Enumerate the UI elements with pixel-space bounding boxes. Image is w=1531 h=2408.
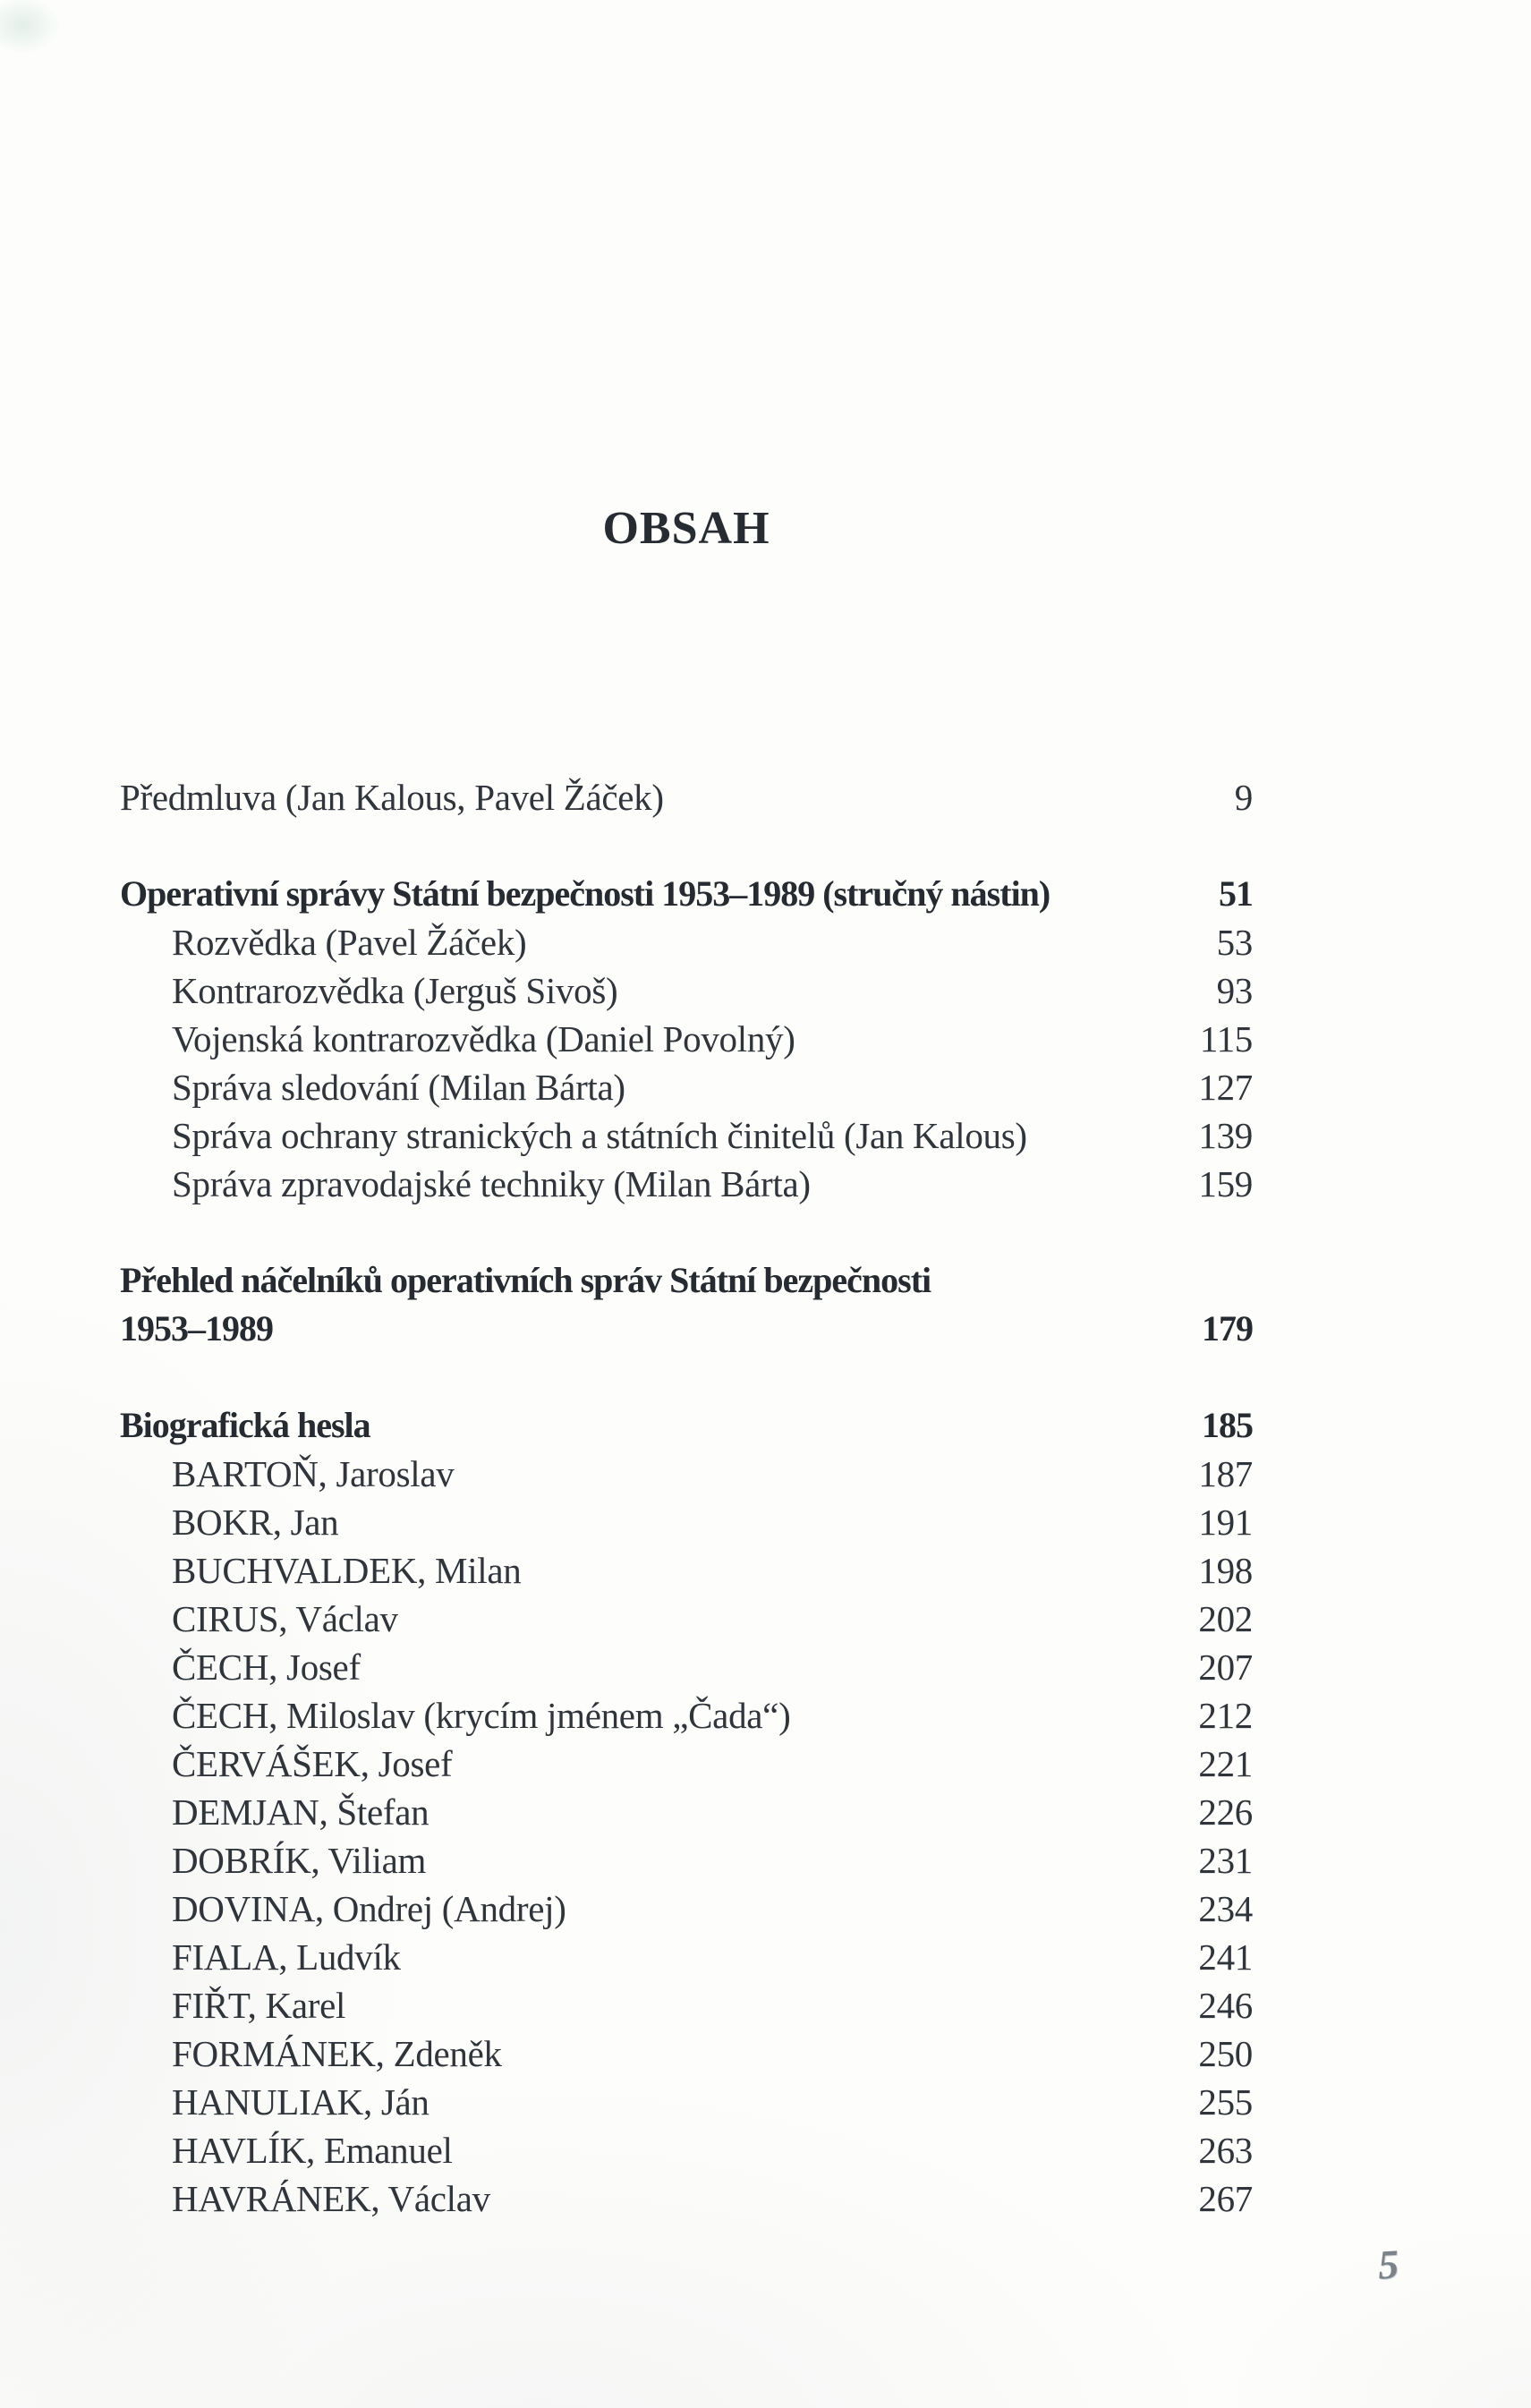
toc-entry-page: 179 (1202, 1308, 1253, 1349)
toc-entry (120, 1305, 1253, 1353)
toc-entry (120, 1498, 1253, 1546)
toc-entry-title: ČERVÁŠEK, Josef (172, 1743, 453, 1784)
toc-entry (120, 1256, 1253, 1305)
toc-entry-page: 246 (1198, 1985, 1253, 2026)
toc-entry-title: FIALA, Ludvík (172, 1936, 401, 1978)
page-title: OBSAH (602, 503, 770, 554)
toc-entry-title: ČECH, Miloslav (krycím jménem „Čada“) (172, 1695, 791, 1736)
toc-entry-page: 198 (1198, 1550, 1253, 1591)
toc-entry-page: 185 (1202, 1405, 1253, 1445)
toc-entry-title: 1953–1989 (120, 1308, 273, 1349)
toc-entry-title: BARTOŇ, Jaroslav (172, 1453, 455, 1494)
toc-entry-title: Biografická hesla (120, 1405, 370, 1445)
toc-entry-page: 51 (1219, 873, 1253, 914)
toc-entry-page: 263 (1198, 2130, 1253, 2171)
toc-entry-title: ČECH, Josef (172, 1646, 361, 1688)
toc-entry (120, 918, 1253, 966)
toc-entry-page: 191 (1198, 1502, 1253, 1543)
page-number: 5 (1376, 2241, 1400, 2288)
toc-entry-title: DOVINA, Ondrej (Andrej) (172, 1888, 566, 1929)
toc-entry-page: 221 (1198, 1743, 1253, 1784)
toc-entry (120, 1691, 1253, 1740)
toc-entry (120, 2174, 1253, 2223)
toc-entry (120, 870, 1253, 918)
toc-entry-title: Kontrarozvědka (Jerguš Sivoš) (172, 970, 618, 1011)
toc-entry-page: 255 (1198, 2081, 1253, 2123)
toc-entry (120, 2029, 1253, 2078)
toc-entry-title: CIRUS, Václav (172, 1598, 398, 1639)
toc-entry (120, 1546, 1253, 1595)
toc-entry (120, 1450, 1253, 1498)
toc-entry (120, 1160, 1253, 1208)
toc-entry-title: Operativní správy Státní bezpečnosti 1953–1989 (stručný nástin) (120, 873, 1050, 914)
toc-entry-page: 187 (1198, 1453, 1253, 1494)
toc-entry-title: FORMÁNEK, Zdeněk (172, 2033, 502, 2074)
toc-entry-page: 93 (1216, 970, 1253, 1011)
toc-entry (120, 1111, 1253, 1160)
toc-entry (120, 1015, 1253, 1063)
toc-entry-title: Přehled náčelníků operativních správ Státní bezpečnosti (120, 1260, 931, 1300)
toc-entry-title: Správa ochrany stranických a státních činitelů (Jan Kalous) (172, 1115, 1027, 1156)
toc-entry-title: Správa zpravodajské techniky (Milan Bárta) (172, 1163, 811, 1204)
table-of-contents (120, 773, 1253, 2223)
toc-entry-page: 127 (1198, 1067, 1253, 1108)
toc-entry-page: 53 (1216, 922, 1253, 963)
toc-entry-title: HANULIAK, Ján (172, 2081, 430, 2123)
toc-entry (120, 1981, 1253, 2029)
toc-entry (120, 773, 1253, 821)
toc-entry-page: 234 (1198, 1888, 1253, 1929)
toc-entry-page: 9 (1234, 777, 1253, 818)
toc-entry-title: HAVLÍK, Emanuel (172, 2130, 453, 2171)
toc-entry (120, 2078, 1253, 2126)
toc-entry-title: BUCHVALDEK, Milan (172, 1550, 522, 1591)
toc-entry (120, 1740, 1253, 1788)
toc-entry-page: 207 (1198, 1646, 1253, 1688)
toc-entry (120, 966, 1253, 1015)
toc-entry-page: 212 (1198, 1695, 1253, 1736)
toc-entry-title: HAVRÁNEK, Václav (172, 2178, 490, 2219)
toc-entry-page: 115 (1199, 1018, 1253, 1059)
toc-entry (120, 1788, 1253, 1836)
toc-entry-title: Předmluva (Jan Kalous, Pavel Žáček) (120, 777, 664, 818)
toc-entry (120, 1595, 1253, 1643)
toc-entry-title: Správa sledování (Milan Bárta) (172, 1067, 625, 1108)
toc-entry-page: 241 (1198, 1936, 1253, 1978)
toc-entry-page: 231 (1198, 1840, 1253, 1881)
toc-entry (120, 1401, 1253, 1450)
toc-entry-title: BOKR, Jan (172, 1502, 339, 1543)
toc-entry (120, 2126, 1253, 2174)
toc-entry-title: DOBRÍK, Viliam (172, 1840, 427, 1881)
toc-entry (120, 1933, 1253, 1981)
toc-entry (120, 1643, 1253, 1691)
toc-entry-page: 159 (1198, 1163, 1253, 1204)
toc-entry-title: FIŘT, Karel (172, 1985, 346, 2026)
toc-entry-title: Rozvědka (Pavel Žáček) (172, 922, 527, 963)
toc-entry (120, 1063, 1253, 1111)
toc-entry-page: 202 (1198, 1598, 1253, 1639)
toc-entry-page: 267 (1198, 2178, 1253, 2219)
toc-entry (120, 1885, 1253, 1933)
toc-entry (120, 1836, 1253, 1885)
toc-entry-page: 226 (1198, 1791, 1253, 1833)
toc-entry-page: 139 (1198, 1115, 1253, 1156)
toc-entry-title: Vojenská kontrarozvědka (Daniel Povolný) (172, 1018, 795, 1059)
toc-entry-page: 250 (1198, 2033, 1253, 2074)
toc-entry-title: DEMJAN, Štefan (172, 1791, 430, 1833)
